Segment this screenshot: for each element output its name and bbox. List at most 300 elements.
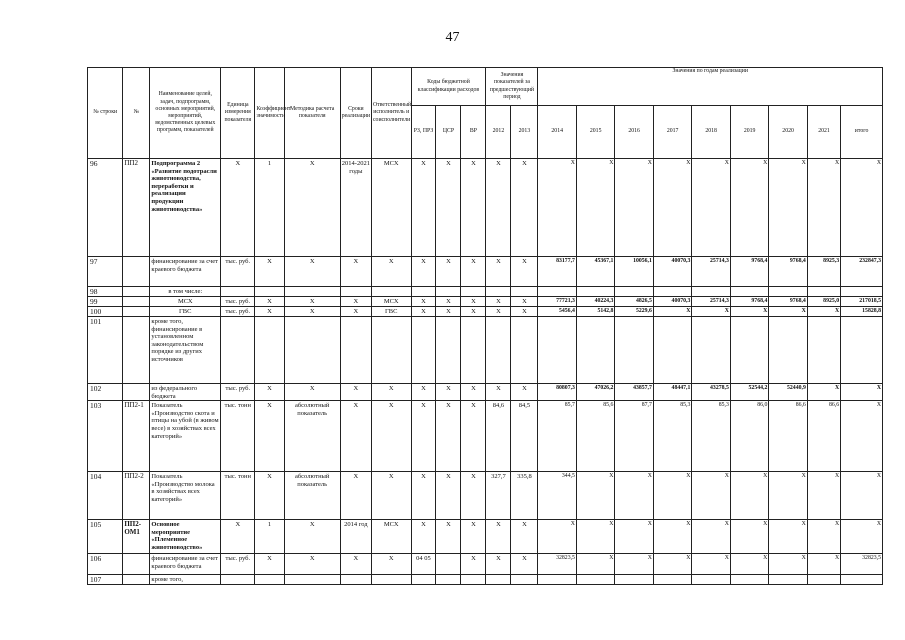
- cell-resp: МСХ: [371, 297, 411, 307]
- cell-total: 32823,5: [841, 554, 883, 575]
- cell-y2019: X: [730, 159, 768, 257]
- page-number: 47: [445, 30, 460, 45]
- cell-y2019: X: [730, 520, 768, 554]
- cell-vr: X: [461, 384, 486, 401]
- header-csr: ЦСР: [436, 106, 461, 159]
- cell-unit: X: [221, 520, 255, 554]
- cell-y2017: X: [653, 520, 691, 554]
- cell-y2015: 45367,1: [576, 257, 614, 287]
- cell-y2014: 77721,3: [538, 297, 576, 307]
- cell-y2012: X: [486, 554, 511, 575]
- cell-resp: X: [371, 472, 411, 520]
- cell-method: X: [284, 159, 340, 257]
- header-terms: Сроки реализации: [340, 68, 371, 159]
- cell-y2019: X: [730, 554, 768, 575]
- cell-terms: X: [340, 401, 371, 472]
- cell-y2015: 5142,8: [576, 307, 614, 317]
- cell-resp: ГВС: [371, 307, 411, 317]
- cell-num: [123, 554, 150, 575]
- header-year-2015: 2015: [576, 106, 614, 159]
- cell-y2021: [807, 575, 840, 585]
- cell-id: 105: [88, 520, 123, 554]
- cell-name: финансирование за счет краевого бюджета: [150, 257, 221, 287]
- cell-id: 104: [88, 472, 123, 520]
- cell-y2021: [807, 317, 840, 384]
- cell-csr: X: [436, 472, 461, 520]
- cell-coef: X: [255, 401, 284, 472]
- cell-csr: X: [436, 384, 461, 401]
- cell-y2014: 83177,7: [538, 257, 576, 287]
- cell-unit: тыс. руб.: [221, 384, 255, 401]
- cell-num: [123, 384, 150, 401]
- cell-y2012: [486, 287, 511, 297]
- table-row: [88, 287, 883, 297]
- cell-y2014: X: [538, 520, 576, 554]
- cell-rz: X: [411, 472, 436, 520]
- cell-resp: МСХ: [371, 159, 411, 257]
- cell-num: [123, 297, 150, 307]
- table-row: [88, 307, 883, 317]
- cell-id: 98: [88, 287, 123, 297]
- cell-y2020: X: [769, 307, 807, 317]
- cell-unit: тыс. тонн: [221, 472, 255, 520]
- cell-y2020: 86,6: [769, 401, 807, 472]
- cell-unit: [221, 575, 255, 585]
- header-coefficient: Коэффициент значимости: [255, 68, 284, 159]
- cell-vr: X: [461, 307, 486, 317]
- cell-y2016: [615, 317, 653, 384]
- header-unit: Единица измерения показателя: [221, 68, 255, 159]
- cell-y2013: 84,5: [511, 401, 538, 472]
- cell-vr: X: [461, 472, 486, 520]
- cell-id: 96: [88, 159, 123, 257]
- cell-y2021: 86,6: [807, 401, 840, 472]
- header-year-2021: 2021: [807, 106, 840, 159]
- cell-terms: [340, 287, 371, 297]
- cell-resp: X: [371, 384, 411, 401]
- cell-y2018: 43278,5: [692, 384, 730, 401]
- cell-y2021: X: [807, 554, 840, 575]
- header-method: Методика расчета показателя: [284, 68, 340, 159]
- cell-resp: X: [371, 401, 411, 472]
- table-row: [88, 257, 883, 287]
- header-year-2017: 2017: [653, 106, 691, 159]
- cell-y2014: 5456,4: [538, 307, 576, 317]
- cell-y2012: X: [486, 159, 511, 257]
- cell-y2019: X: [730, 307, 768, 317]
- cell-y2018: 25714,3: [692, 297, 730, 307]
- cell-unit: X: [221, 159, 255, 257]
- cell-terms: 2014-2021 годы: [340, 159, 371, 257]
- header-year-2013: 2013: [511, 106, 538, 159]
- cell-y2015: 85,6: [576, 401, 614, 472]
- cell-total: 15828,8: [841, 307, 883, 317]
- cell-method: абсолютный показатель: [284, 472, 340, 520]
- cell-y2018: 25714,3: [692, 257, 730, 287]
- cell-rz: X: [411, 520, 436, 554]
- cell-y2017: X: [653, 307, 691, 317]
- cell-rz: X: [411, 159, 436, 257]
- cell-y2019: 9768,4: [730, 257, 768, 287]
- cell-name: финансирование за счет краевого бюджета: [150, 554, 221, 575]
- cell-y2020: 9768,4: [769, 297, 807, 307]
- cell-coef: 1: [255, 520, 284, 554]
- cell-resp: [371, 575, 411, 585]
- cell-total: [841, 575, 883, 585]
- table-body: [88, 159, 883, 585]
- cell-y2014: 32823,5: [538, 554, 576, 575]
- cell-method: X: [284, 520, 340, 554]
- cell-y2013: X: [511, 257, 538, 287]
- cell-y2017: [653, 287, 691, 297]
- cell-y2017: 40070,3: [653, 257, 691, 287]
- cell-y2017: X: [653, 554, 691, 575]
- cell-y2020: [769, 317, 807, 384]
- cell-method: X: [284, 554, 340, 575]
- cell-id: 99: [88, 297, 123, 307]
- cell-y2019: [730, 317, 768, 384]
- header-name: Наименование целей, задач, подпрограмм, основных мероприятий, мероприятий, ведомственных целевых программ, показателей: [150, 68, 221, 159]
- cell-y2021: X: [807, 520, 840, 554]
- cell-csr: X: [436, 297, 461, 307]
- cell-csr: X: [436, 401, 461, 472]
- cell-y2013: 335,8: [511, 472, 538, 520]
- cell-coef: X: [255, 554, 284, 575]
- cell-coef: [255, 575, 284, 585]
- cell-y2021: 8925,0: [807, 297, 840, 307]
- header-previous-values: Значения показателей за предшествующий период: [486, 68, 538, 106]
- cell-name: в том числе:: [150, 287, 221, 297]
- cell-coef: 1: [255, 159, 284, 257]
- cell-y2016: 87,7: [615, 401, 653, 472]
- cell-y2013: X: [511, 297, 538, 307]
- cell-y2018: 85,3: [692, 401, 730, 472]
- cell-coef: X: [255, 297, 284, 307]
- cell-y2014: 80807,3: [538, 384, 576, 401]
- cell-resp: [371, 317, 411, 384]
- cell-csr: X: [436, 520, 461, 554]
- cell-y2015: X: [576, 520, 614, 554]
- cell-y2017: [653, 575, 691, 585]
- cell-y2019: [730, 287, 768, 297]
- cell-y2013: X: [511, 554, 538, 575]
- cell-y2012: 327,7: [486, 472, 511, 520]
- cell-y2016: 10056,1: [615, 257, 653, 287]
- cell-y2013: [511, 317, 538, 384]
- cell-rz: X: [411, 307, 436, 317]
- cell-resp: X: [371, 554, 411, 575]
- cell-y2014: 344,5: [538, 472, 576, 520]
- cell-rz: [411, 575, 436, 585]
- cell-vr: X: [461, 159, 486, 257]
- cell-y2019: X: [730, 472, 768, 520]
- table-row: [88, 297, 883, 307]
- cell-vr: [461, 575, 486, 585]
- cell-csr: [436, 554, 461, 575]
- cell-y2015: 47026,2: [576, 384, 614, 401]
- cell-unit: тыс. руб.: [221, 257, 255, 287]
- cell-y2013: X: [511, 384, 538, 401]
- cell-y2015: X: [576, 472, 614, 520]
- cell-y2021: 8925,3: [807, 257, 840, 287]
- cell-method: [284, 287, 340, 297]
- cell-y2018: [692, 287, 730, 297]
- cell-unit: тыс. руб.: [221, 307, 255, 317]
- cell-num: ПП2-2: [123, 472, 150, 520]
- cell-y2018: X: [692, 307, 730, 317]
- cell-vr: X: [461, 257, 486, 287]
- cell-rz: 04 05: [411, 554, 436, 575]
- cell-id: 107: [88, 575, 123, 585]
- cell-y2019: 86,0: [730, 401, 768, 472]
- cell-y2019: 9768,4: [730, 297, 768, 307]
- cell-y2013: X: [511, 159, 538, 257]
- cell-y2020: X: [769, 554, 807, 575]
- cell-y2021: X: [807, 159, 840, 257]
- cell-vr: [461, 317, 486, 384]
- cell-rz: X: [411, 257, 436, 287]
- cell-method: [284, 575, 340, 585]
- cell-y2012: X: [486, 297, 511, 307]
- cell-coef: X: [255, 472, 284, 520]
- cell-total: 232847,3: [841, 257, 883, 287]
- cell-id: 103: [88, 401, 123, 472]
- cell-y2018: X: [692, 554, 730, 575]
- cell-csr: [436, 287, 461, 297]
- table-row: [88, 401, 883, 472]
- cell-csr: [436, 317, 461, 384]
- cell-y2020: [769, 287, 807, 297]
- cell-name: из федерального бюджета: [150, 384, 221, 401]
- cell-y2017: 48447,1: [653, 384, 691, 401]
- table-row: [88, 384, 883, 401]
- cell-resp: МСХ: [371, 520, 411, 554]
- cell-terms: X: [340, 554, 371, 575]
- cell-total: 217018,5: [841, 297, 883, 307]
- cell-coef: [255, 317, 284, 384]
- header-year-2016: 2016: [615, 106, 653, 159]
- cell-y2015: [576, 575, 614, 585]
- cell-resp: [371, 287, 411, 297]
- cell-terms: X: [340, 384, 371, 401]
- cell-vr: X: [461, 554, 486, 575]
- header-year-2012: 2012: [486, 106, 511, 159]
- cell-coef: X: [255, 307, 284, 317]
- cell-method: абсолютный показатель: [284, 401, 340, 472]
- cell-id: 106: [88, 554, 123, 575]
- cell-y2016: X: [615, 520, 653, 554]
- cell-id: 101: [88, 317, 123, 384]
- header-responsible: Ответственный исполнитель и соисполнители: [371, 68, 411, 159]
- cell-y2013: X: [511, 307, 538, 317]
- cell-total: [841, 317, 883, 384]
- cell-y2021: [807, 287, 840, 297]
- cell-terms: X: [340, 307, 371, 317]
- cell-terms: X: [340, 472, 371, 520]
- cell-coef: X: [255, 384, 284, 401]
- cell-id: 97: [88, 257, 123, 287]
- cell-id: 100: [88, 307, 123, 317]
- cell-num: ПП2-1: [123, 401, 150, 472]
- header-rz: РЗ, ПРЗ: [411, 106, 436, 159]
- cell-y2020: [769, 575, 807, 585]
- cell-y2012: 84,6: [486, 401, 511, 472]
- cell-terms: [340, 575, 371, 585]
- cell-num: ПП2: [123, 159, 150, 257]
- cell-y2012: X: [486, 257, 511, 287]
- cell-num: [123, 287, 150, 297]
- cell-vr: [461, 287, 486, 297]
- cell-y2016: X: [615, 472, 653, 520]
- cell-y2016: [615, 575, 653, 585]
- cell-num: [123, 257, 150, 287]
- header-year-2018: 2018: [692, 106, 730, 159]
- cell-y2014: [538, 317, 576, 384]
- header-number: №: [123, 68, 150, 159]
- cell-terms: X: [340, 257, 371, 287]
- cell-y2014: X: [538, 159, 576, 257]
- cell-terms: [340, 317, 371, 384]
- cell-total: X: [841, 472, 883, 520]
- budget-table: [87, 67, 883, 585]
- cell-y2012: X: [486, 520, 511, 554]
- cell-y2019: 52544,2: [730, 384, 768, 401]
- cell-name: Показатель «Производство скота и птицы на убой (в живом весе) в хозяйствах всех категорий»: [150, 401, 221, 472]
- cell-y2018: X: [692, 472, 730, 520]
- table-row: [88, 472, 883, 520]
- cell-id: 102: [88, 384, 123, 401]
- cell-method: X: [284, 384, 340, 401]
- cell-y2016: X: [615, 159, 653, 257]
- cell-y2014: [538, 575, 576, 585]
- cell-num: [123, 317, 150, 384]
- cell-y2020: 9768,4: [769, 257, 807, 287]
- cell-y2013: X: [511, 520, 538, 554]
- cell-y2015: [576, 287, 614, 297]
- cell-y2021: X: [807, 307, 840, 317]
- cell-y2016: 5229,6: [615, 307, 653, 317]
- cell-rz: X: [411, 384, 436, 401]
- header-total: итого: [841, 106, 883, 159]
- cell-y2013: [511, 575, 538, 585]
- cell-csr: [436, 575, 461, 585]
- cell-rz: X: [411, 297, 436, 307]
- cell-y2016: X: [615, 554, 653, 575]
- cell-name: МСХ: [150, 297, 221, 307]
- cell-vr: X: [461, 297, 486, 307]
- cell-name: ГВС: [150, 307, 221, 317]
- cell-rz: [411, 287, 436, 297]
- table-row: [88, 575, 883, 585]
- cell-total: X: [841, 520, 883, 554]
- header-vr: ВР: [461, 106, 486, 159]
- cell-unit: тыс. тонн: [221, 401, 255, 472]
- header-year-2020: 2020: [769, 106, 807, 159]
- cell-rz: [411, 317, 436, 384]
- cell-y2015: X: [576, 554, 614, 575]
- cell-y2017: X: [653, 472, 691, 520]
- cell-total: X: [841, 401, 883, 472]
- cell-coef: X: [255, 257, 284, 287]
- cell-y2020: X: [769, 520, 807, 554]
- cell-total: [841, 287, 883, 297]
- cell-terms: X: [340, 297, 371, 307]
- cell-name: Основное мероприятие «Племенное животноводство»: [150, 520, 221, 554]
- cell-y2014: [538, 287, 576, 297]
- cell-method: X: [284, 297, 340, 307]
- cell-method: X: [284, 257, 340, 287]
- cell-y2012: [486, 317, 511, 384]
- cell-unit: тыс. руб.: [221, 554, 255, 575]
- cell-y2012: [486, 575, 511, 585]
- header-year-values: Значения по годам реализации: [538, 68, 883, 106]
- cell-y2021: X: [807, 384, 840, 401]
- cell-y2016: [615, 287, 653, 297]
- cell-y2020: X: [769, 159, 807, 257]
- cell-total: X: [841, 384, 883, 401]
- header-budget-codes: Коды бюджетной классификации расходов: [411, 68, 486, 106]
- cell-y2017: X: [653, 159, 691, 257]
- cell-name: кроме того, финансирование в установленном законодательством порядке из других источников: [150, 317, 221, 384]
- cell-total: X: [841, 159, 883, 257]
- cell-vr: X: [461, 401, 486, 472]
- cell-num: ПП2-ОМ1: [123, 520, 150, 554]
- cell-unit: тыс. руб.: [221, 297, 255, 307]
- cell-method: [284, 317, 340, 384]
- table-row: [88, 554, 883, 575]
- cell-y2017: 85,3: [653, 401, 691, 472]
- cell-y2015: 40224,3: [576, 297, 614, 307]
- table-row: [88, 317, 883, 384]
- cell-vr: X: [461, 520, 486, 554]
- cell-y2018: X: [692, 520, 730, 554]
- cell-y2016: 4826,5: [615, 297, 653, 307]
- cell-y2020: X: [769, 472, 807, 520]
- cell-terms: 2014 год: [340, 520, 371, 554]
- cell-y2015: [576, 317, 614, 384]
- cell-rz: X: [411, 401, 436, 472]
- cell-coef: [255, 287, 284, 297]
- cell-unit: [221, 317, 255, 384]
- cell-num: [123, 307, 150, 317]
- cell-y2019: [730, 575, 768, 585]
- table-row: [88, 159, 883, 257]
- cell-y2012: X: [486, 307, 511, 317]
- cell-y2017: [653, 317, 691, 384]
- header-year-2014: 2014: [538, 106, 576, 159]
- cell-y2020: 52440,9: [769, 384, 807, 401]
- cell-num: [123, 575, 150, 585]
- cell-method: X: [284, 307, 340, 317]
- cell-unit: [221, 287, 255, 297]
- cell-y2016: 43857,7: [615, 384, 653, 401]
- cell-y2017: 40070,3: [653, 297, 691, 307]
- cell-name: кроме того,: [150, 575, 221, 585]
- cell-y2018: [692, 575, 730, 585]
- cell-name: Показатель «Производство молока в хозяйствах всех категорий»: [150, 472, 221, 520]
- cell-y2014: 85,7: [538, 401, 576, 472]
- cell-y2018: [692, 317, 730, 384]
- cell-csr: X: [436, 257, 461, 287]
- cell-y2015: X: [576, 159, 614, 257]
- cell-resp: X: [371, 257, 411, 287]
- cell-y2012: X: [486, 384, 511, 401]
- cell-y2013: [511, 287, 538, 297]
- cell-y2021: X: [807, 472, 840, 520]
- cell-name: Подпрограмма 2 «Развитие подотрасли животноводства, переработки и реализации продукции животноводства»: [150, 159, 221, 257]
- cell-y2018: X: [692, 159, 730, 257]
- header-row-number: № строки: [88, 68, 123, 159]
